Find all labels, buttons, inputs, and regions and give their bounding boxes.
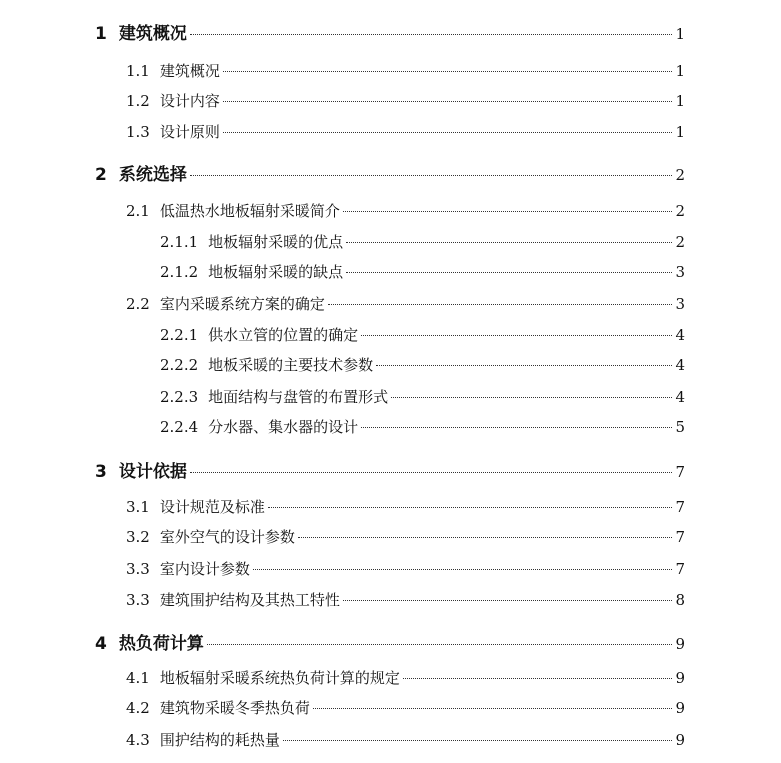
toc-entry[interactable]: [160, 416, 685, 437]
toc-entry-page: 2: [675, 202, 685, 220]
toc-entry-page: 1: [675, 62, 685, 80]
dot-leader: [268, 507, 673, 508]
toc-entry-title: 地板辐射采暖的优点: [208, 233, 344, 251]
dot-leader: [346, 272, 672, 273]
toc-entry[interactable]: [95, 160, 685, 185]
toc-entry-title: 低温热水地板辐射采暖简介: [159, 202, 340, 220]
toc-entry-number: 2.2.2: [160, 356, 199, 374]
toc-entry-title: 围护结构的耗热量: [159, 731, 280, 749]
toc-entry-number: 2.1: [126, 202, 150, 220]
toc-entry-title: 建筑概况: [159, 62, 220, 80]
toc-entry-page: 1: [675, 92, 685, 110]
toc-entry-title: 地板辐射采暖的缺点: [208, 263, 344, 281]
toc-entry-number: 3.1: [126, 498, 150, 516]
toc-entry-number: 3.3: [126, 560, 150, 578]
toc-entry-number: 1.3: [126, 123, 150, 141]
toc-entry-number: 2.2.1: [160, 326, 199, 344]
toc-entry[interactable]: [126, 121, 685, 142]
toc-entry[interactable]: [160, 261, 685, 282]
toc-entry-title: 地板采暖的主要技术参数: [208, 356, 374, 374]
toc-entry-title: 地面结构与盘管的布置形式: [208, 388, 389, 406]
toc-entry[interactable]: [160, 386, 685, 407]
toc-entry-page: 7: [675, 498, 685, 516]
toc-entry-title: 设计原则: [159, 123, 220, 141]
toc-entry[interactable]: [126, 558, 685, 579]
toc-entry[interactable]: [160, 231, 685, 252]
toc-entry-title: 建筑围护结构及其热工特性: [159, 591, 340, 609]
toc-entry-title: 设计规范及标准: [159, 498, 265, 516]
toc-entry-title: 供水立管的位置的确定: [208, 326, 359, 344]
toc-entry-page: 5: [675, 418, 685, 436]
toc-entry-page: 7: [675, 463, 685, 481]
dot-leader: [313, 708, 673, 709]
toc-entry-number: 2.2: [126, 295, 150, 313]
toc-entry-title: 系统选择: [118, 165, 187, 185]
toc-entry-page: 4: [675, 326, 685, 344]
dot-leader: [361, 427, 672, 428]
toc-entry-page: 1: [675, 25, 685, 43]
toc-entry-title: 设计依据: [118, 462, 187, 482]
toc-entry-title: 热负荷计算: [118, 634, 204, 654]
toc-entry-page: 8: [675, 591, 685, 609]
toc-entry[interactable]: [126, 496, 685, 517]
dot-leader: [346, 242, 672, 243]
toc-entry-number: 2.1.2: [160, 263, 199, 281]
dot-leader: [190, 175, 673, 176]
toc-entry-number: 2: [95, 165, 107, 185]
toc-entry[interactable]: [95, 19, 685, 44]
toc-entry-page: 9: [675, 699, 685, 717]
toc-entry-page: 3: [675, 295, 685, 313]
toc-entry-page: 7: [675, 528, 685, 546]
toc-entry-title: 室内设计参数: [159, 560, 250, 578]
toc-entry-number: 2.2.3: [160, 388, 199, 406]
toc-entry-number: 2.2.4: [160, 418, 199, 436]
dot-leader: [190, 472, 673, 473]
toc-entry[interactable]: [126, 729, 685, 750]
toc-entry[interactable]: [126, 697, 685, 718]
dot-leader: [207, 644, 673, 645]
toc-entry-number: 4.3: [126, 731, 150, 749]
dot-leader: [223, 101, 673, 102]
dot-leader: [328, 304, 673, 305]
toc-entry-number: 2.1.1: [160, 233, 199, 251]
toc-entry-number: 4: [95, 634, 107, 654]
toc-entry-page: 7: [675, 560, 685, 578]
dot-leader: [361, 335, 672, 336]
toc-entry-title: 室外空气的设计参数: [159, 528, 295, 546]
toc-entry-number: 3.3: [126, 591, 150, 609]
dot-leader: [391, 397, 672, 398]
toc-entry[interactable]: [126, 60, 685, 81]
toc-entry[interactable]: [95, 629, 685, 654]
toc-entry[interactable]: [160, 354, 685, 375]
dot-leader: [190, 34, 673, 35]
toc-entry-number: 1.2: [126, 92, 150, 110]
toc-entry-page: 2: [675, 166, 685, 184]
dot-leader: [343, 600, 673, 601]
toc-entry-title: 建筑概况: [118, 24, 187, 44]
dot-leader: [253, 569, 673, 570]
toc-entry-title: 地板辐射采暖系统热负荷计算的规定: [159, 669, 400, 687]
dot-leader: [343, 211, 673, 212]
dot-leader: [298, 537, 673, 538]
toc-entry[interactable]: [126, 667, 685, 688]
toc-entry-page: 2: [675, 233, 685, 251]
toc-entry-title: 设计内容: [159, 92, 220, 110]
toc-entry[interactable]: [126, 589, 685, 610]
toc-entry-page: 9: [675, 731, 685, 749]
toc-entry-page: 9: [675, 635, 685, 653]
dot-leader: [223, 132, 673, 133]
toc-entry-title: 室内采暖系统方案的确定: [159, 295, 325, 313]
dot-leader: [403, 678, 673, 679]
toc-entry-number: 3: [95, 462, 107, 482]
dot-leader: [223, 71, 673, 72]
toc-entry[interactable]: [126, 90, 685, 111]
toc-entry-number: 3.2: [126, 528, 150, 546]
toc-entry-title: 分水器、集水器的设计: [208, 418, 359, 436]
toc-entry-page: 4: [675, 388, 685, 406]
toc-entry-number: 4.1: [126, 669, 150, 687]
toc-entry-page: 4: [675, 356, 685, 374]
toc-entry[interactable]: [126, 293, 685, 314]
toc-entry[interactable]: [126, 526, 685, 547]
toc-entry[interactable]: [126, 200, 685, 221]
toc-entry-number: 4.2: [126, 699, 150, 717]
dot-leader: [376, 365, 672, 366]
dot-leader: [283, 740, 673, 741]
toc-entry-page: 3: [675, 263, 685, 281]
toc-entry[interactable]: [160, 324, 685, 345]
toc-entry-page: 9: [675, 669, 685, 687]
toc-entry-title: 建筑物采暖冬季热负荷: [159, 699, 310, 717]
toc-entry-page: 1: [675, 123, 685, 141]
toc-entry[interactable]: [95, 457, 685, 482]
toc-entry-number: 1.1: [126, 62, 150, 80]
toc-entry-number: 1: [95, 24, 107, 44]
